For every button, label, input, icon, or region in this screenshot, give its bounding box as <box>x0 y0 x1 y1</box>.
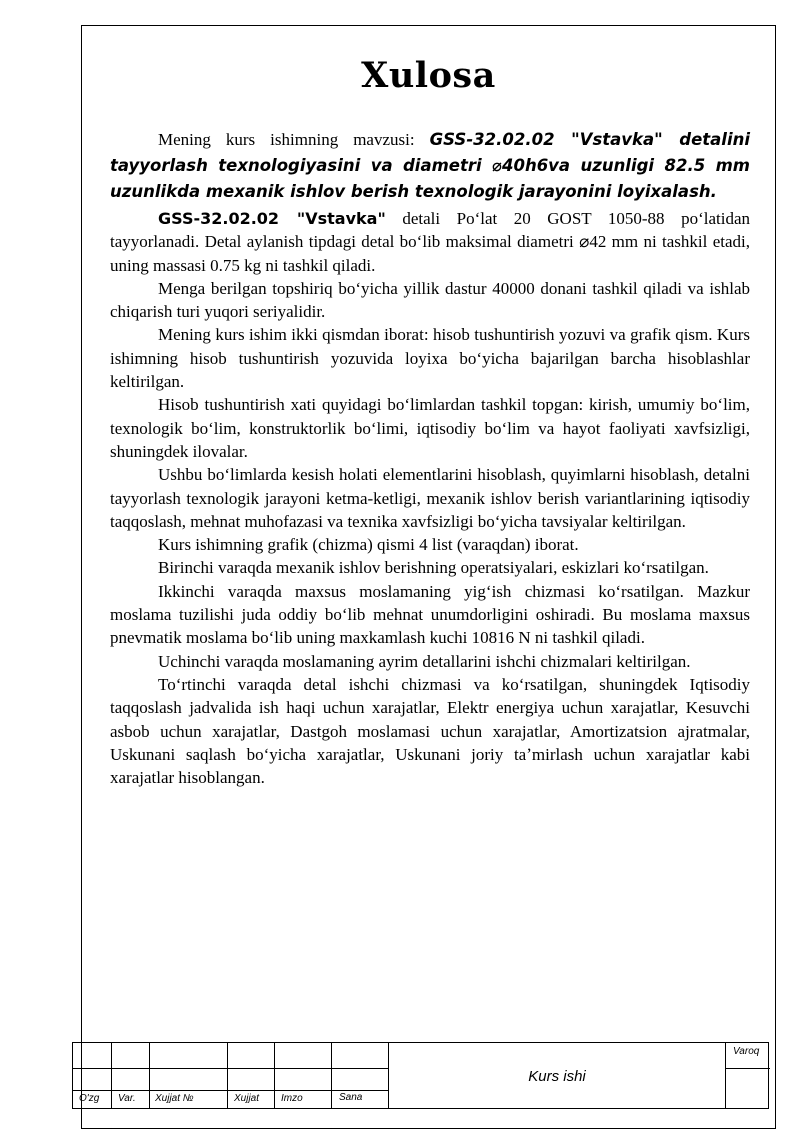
stamp-label-variant: Var. <box>118 1093 136 1104</box>
paragraph-graphic: Kurs ishimning grafik (chizma) qismi 4 list (varaqdan) iborat. <box>158 535 579 555</box>
stamp-label-signature: Imzo <box>281 1093 303 1104</box>
stamp-row-line <box>725 1068 770 1069</box>
paragraph-structure: Mening kurs ishim ikki qismdan iborat: hisob tushuntirish yozuvi va grafik qism. Kurs ishimning hisob tushuntirish yozuvida loyixa boʻyicha bajarilgan barcha hisoblashlar keltirilgan. <box>110 325 750 392</box>
intro-paragraph <box>110 127 750 205</box>
paragraph-program: Menga berilgan topshiriq boʻyicha yillik dastur 40000 donani tashkil qiladi va ishlab chiqarish turi yuqori seriyalidir. <box>110 278 750 322</box>
stamp-divider <box>149 1043 150 1108</box>
document-body <box>110 127 750 789</box>
stamp-label-sheet: Varoq <box>733 1046 760 1057</box>
intro-prefix: Mening kurs ishimning mavzusi: <box>158 130 430 149</box>
paragraph-sections: Hisob tushuntirish xati quyidagi boʻlimlardan tashkil topgan: kirish, umumiy boʻlim, texnologik boʻlim, konstruktorlik boʻlimi, iqtisodiy boʻlim va hayot faoliyati xavfsizligi, shuningdek ilovalar. <box>110 395 750 461</box>
stamp-label-document-number: Xujjat № <box>155 1093 194 1104</box>
stamp-label-document: Xujjat <box>234 1093 260 1104</box>
paragraph-sheet-4: Toʻrtinchi varaqda detal ishchi chizmasi va koʻrsatilgan, shuningdek Iqtisodiy taqqoslash jadvalida ish haqi uchun xarajatlar, Elektr energiya uchun xarajatlar, Kesuvchi asbob uchun xarajatlar, Dastgoh moslamasi uchun xarajatlar, Amortizatsion ajratmalar, Uskunani saqlash boʻyicha xarajatlar, Uskunani joriy taʼmirlash uchun xarajatlar kabi xarajatlar hisoblangan. <box>110 674 750 788</box>
stamp-center-title: Kurs ishi <box>528 1068 586 1085</box>
material-text: detali Poʻlat 20 GOST 1050-88 poʻlatidan tayyorlanadi. Detal aylanish tipdagi detal boʻlib maksimal diametri ⌀42 mm ni tashkil etadi, uning massasi 0.75 kg ni tashkil qiladi. <box>110 209 750 275</box>
stamp-label-date: Sana <box>339 1092 363 1103</box>
stamp-label-change: O'zg <box>79 1093 100 1104</box>
paragraph-contents: Ushbu boʻlimlarda kesish holati elementlarini hisoblash, quyimlarni hisoblash, detalni tayyorlash texnologik jarayoni ketma-ketligi, mexanik ishlov berish variantlarining iqtisodiy taqqoslash, mehnat muhofazasi va texnika xavfsizligi boʻyicha tavsiyalar keltirilgan. <box>110 465 750 531</box>
paragraph-sheet-2: Ikkinchi varaqda maxsus moslamaning yigʻish chizmasi koʻrsatilgan. Mazkur moslama tuzilishi juda oddiy boʻlib mehnat unumdorligini oshiradi. Bu moslama maxsus pnevmatik moslama boʻlib uning maxkamlash kuchi 10816 N ni tashkil qiladi. <box>110 581 750 648</box>
paragraph-sheet-1: Birinchi varaqda mexanik ishlov berishning operatsiyalari, eskizlari koʻrsatilgan. <box>158 558 709 578</box>
paragraph-sheet-3: Uchinchi varaqda moslamaning ayrim detallarini ishchi chizmalari keltirilgan. <box>158 651 691 671</box>
stamp-divider <box>274 1043 275 1108</box>
title-block <box>72 1042 769 1109</box>
stamp-divider <box>227 1043 228 1108</box>
stamp-row-line <box>73 1068 388 1069</box>
stamp-divider <box>111 1043 112 1108</box>
course-topic: GSS-32.02.02 "Vstavka" detalini tayyorlash texnologiyasini va diametri ⌀40h6va uzunligi 82.5 mm uzunlikda mexanik ishlov berish texnologik jarayonini loyixalash. <box>110 130 750 201</box>
stamp-row-line <box>73 1090 388 1091</box>
material-paragraph <box>110 207 750 277</box>
stamp-divider <box>725 1043 726 1108</box>
page-title: Xulosa <box>361 55 496 96</box>
part-name: GSS-32.02.02 "Vstavka" <box>158 209 386 228</box>
stamp-divider <box>331 1043 332 1108</box>
